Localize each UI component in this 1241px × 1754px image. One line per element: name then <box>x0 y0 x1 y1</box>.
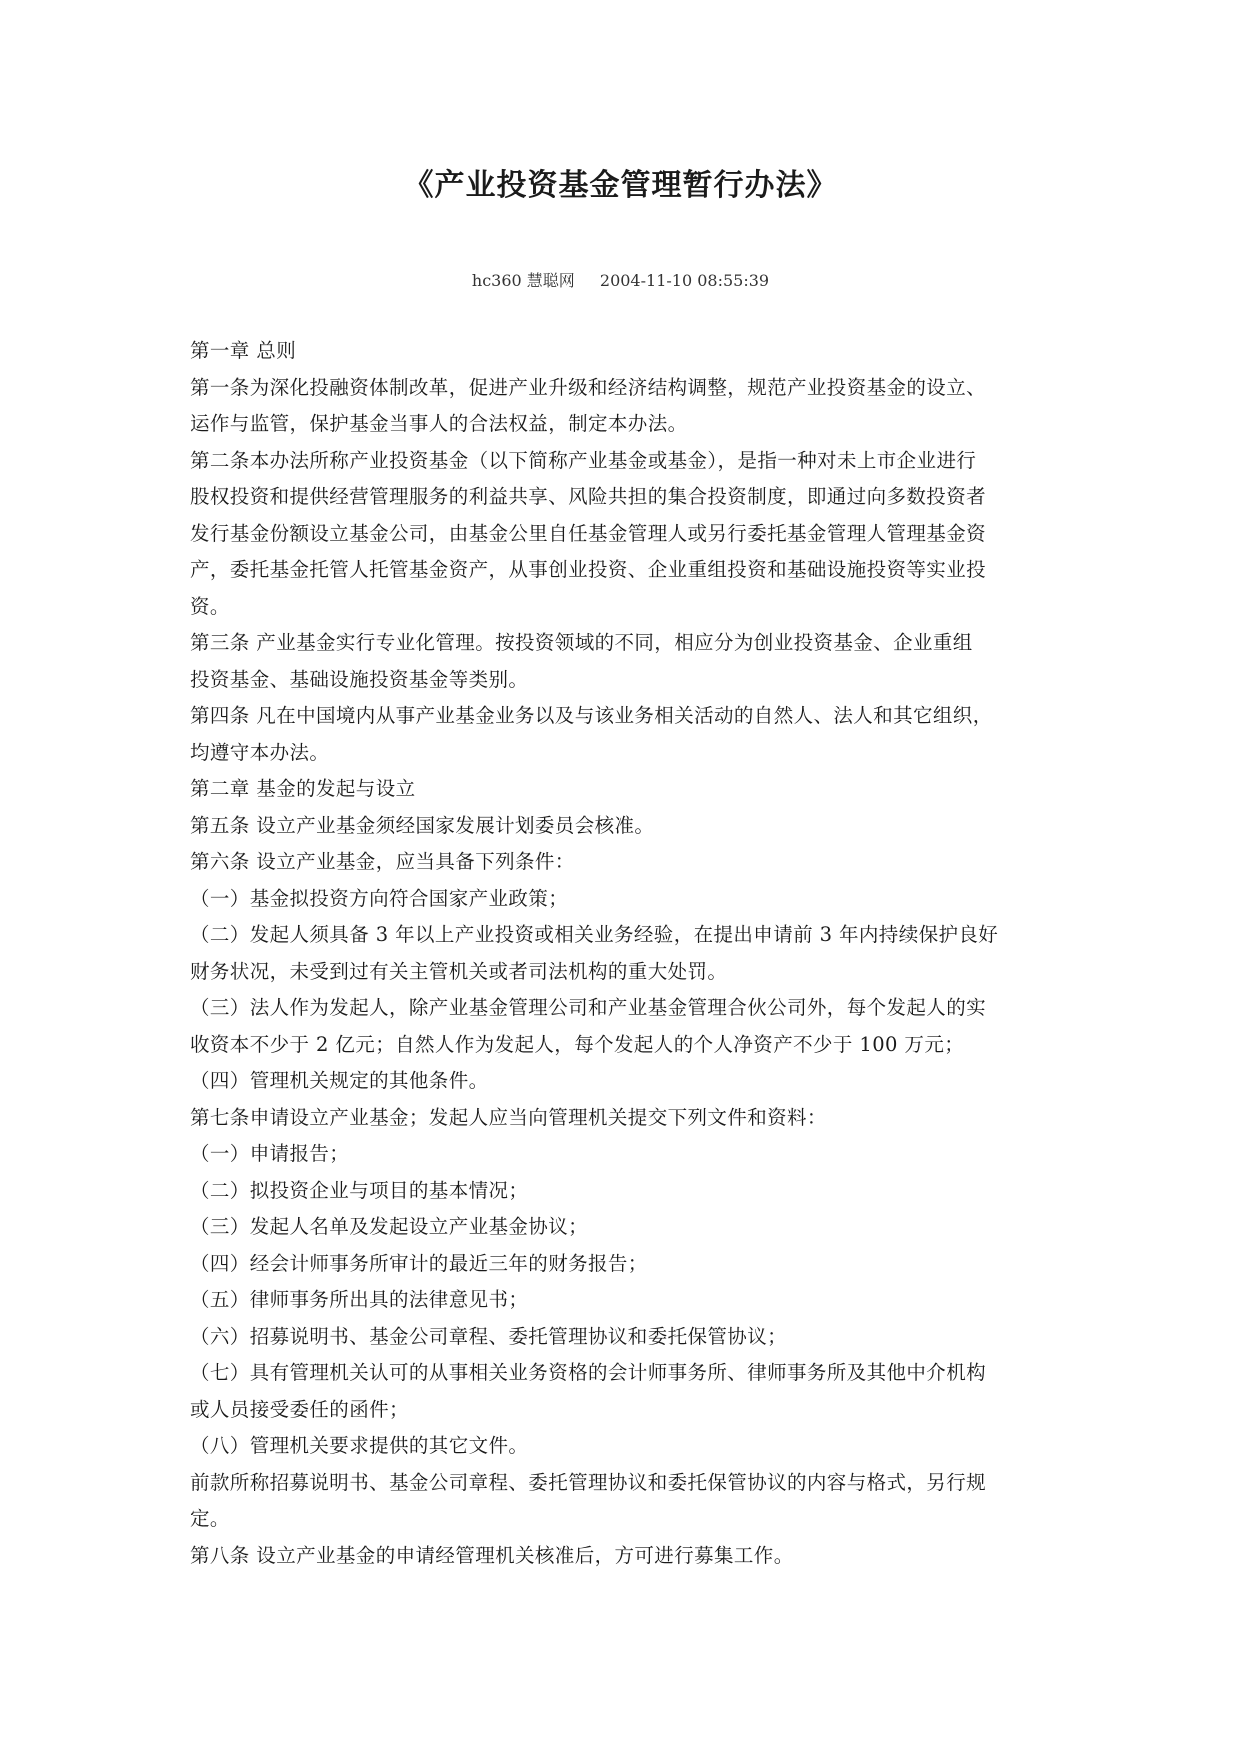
list-item: （四）经会计师事务所审计的最近三年的财务报告； <box>190 1251 648 1275</box>
list-item: （八）管理机关要求提供的其它文件。 <box>190 1434 529 1457</box>
document-title: 《产业投资基金管理暂行办法》 <box>403 168 838 203</box>
article-line: 第六条 设立产业基金，应当具备下列条件： <box>190 850 575 873</box>
article-line: 发行基金份额设立基金公司，由基金公里自任基金管理人或另行委托基金管理人管理基金资 <box>190 521 987 545</box>
chapter-heading: 第二章 基金的发起与设立 <box>190 777 416 800</box>
document-datetime: 2004-11-10 08:55:39 <box>599 271 770 290</box>
list-item: （四）管理机关规定的其他条件。 <box>190 1069 489 1092</box>
article-line: 均遵守本办法。 <box>190 740 330 764</box>
document-body <box>190 333 1060 1574</box>
article-line: 定。 <box>190 1507 230 1530</box>
article-line: 第八条 设立产业基金的申请经管理机关核准后，方可进行募集工作。 <box>190 1543 794 1567</box>
article-line: 股权投资和提供经营管理服务的利益共享、风险共担的集合投资制度，即通过向多数投资者 <box>190 485 987 508</box>
list-item: （二）拟投资企业与项目的基本情况； <box>190 1178 529 1202</box>
document-source: hc360 慧聪网 <box>471 271 575 290</box>
list-item: （六）招募说明书、基金公司章程、委托管理协议和委托保管协议； <box>190 1324 788 1348</box>
list-item: （七）具有管理机关认可的从事相关业务资格的会计师事务所、律师事务所及其他中介机构 <box>190 1361 987 1384</box>
article-line: 第一条为深化投融资体制改革，促进产业升级和经济结构调整，规范产业投资基金的设立、 <box>190 375 987 399</box>
article-line: 运作与监管，保护基金当事人的合法权益，制定本办法。 <box>190 412 688 435</box>
article-line: 第五条 设立产业基金须经国家发展计划委员会核准。 <box>190 813 655 837</box>
article-line: 第四条 凡在中国境内从事产业基金业务以及与该业务相关活动的自然人、法人和其它组织， <box>190 704 993 727</box>
chapter-heading: 第一章 总则 <box>190 339 297 362</box>
list-item: （三）法人作为发起人，除产业基金管理公司和产业基金管理合伙公司外，每个发起人的实 <box>190 996 987 1019</box>
article-line: 产，委托基金托管人托管基金资产，从事创业投资、企业重组投资和基础设施投资等实业投 <box>190 558 987 581</box>
list-item: 财务状况，未受到过有关主管机关或者司法机构的重大处罚。 <box>190 959 728 983</box>
list-item: 或人员接受委任的函件； <box>190 1397 409 1421</box>
article-line: 前款所称招募说明书、基金公司章程、委托管理协议和委托保管协议的内容与格式，另行规 <box>190 1470 987 1494</box>
list-item: （三）发起人名单及发起设立产业基金协议； <box>190 1215 589 1238</box>
article-line: 第二条本办法所称产业投资基金（以下简称产业基金或基金），是指一种对未上市企业进行 <box>190 448 977 472</box>
article-line: 第三条 产业基金实行专业化管理。按投资领域的不同，相应分为创业投资基金、企业重组 <box>190 631 973 654</box>
list-item: （一）申请报告； <box>190 1142 350 1165</box>
article-line: 第七条申请设立产业基金；发起人应当向管理机关提交下列文件和资料： <box>190 1105 827 1129</box>
list-item: （一）基金拟投资方向符合国家产业政策； <box>190 886 569 910</box>
list-item: 收资本不少于 2 亿元；自然人作为发起人，每个发起人的个人净资产不少于 100 万元； <box>190 1032 965 1056</box>
article-line: 投资基金、基础设施投资基金等类别。 <box>190 667 529 691</box>
list-item: （二）发起人须具备 3 年以上产业投资或相关业务经验，在提出申请前 3 年内持续保护良好 <box>190 923 999 946</box>
article-line: 资。 <box>190 594 230 618</box>
list-item: （五）律师事务所出具的法律意见书； <box>190 1288 529 1311</box>
document-meta <box>0 268 1241 291</box>
